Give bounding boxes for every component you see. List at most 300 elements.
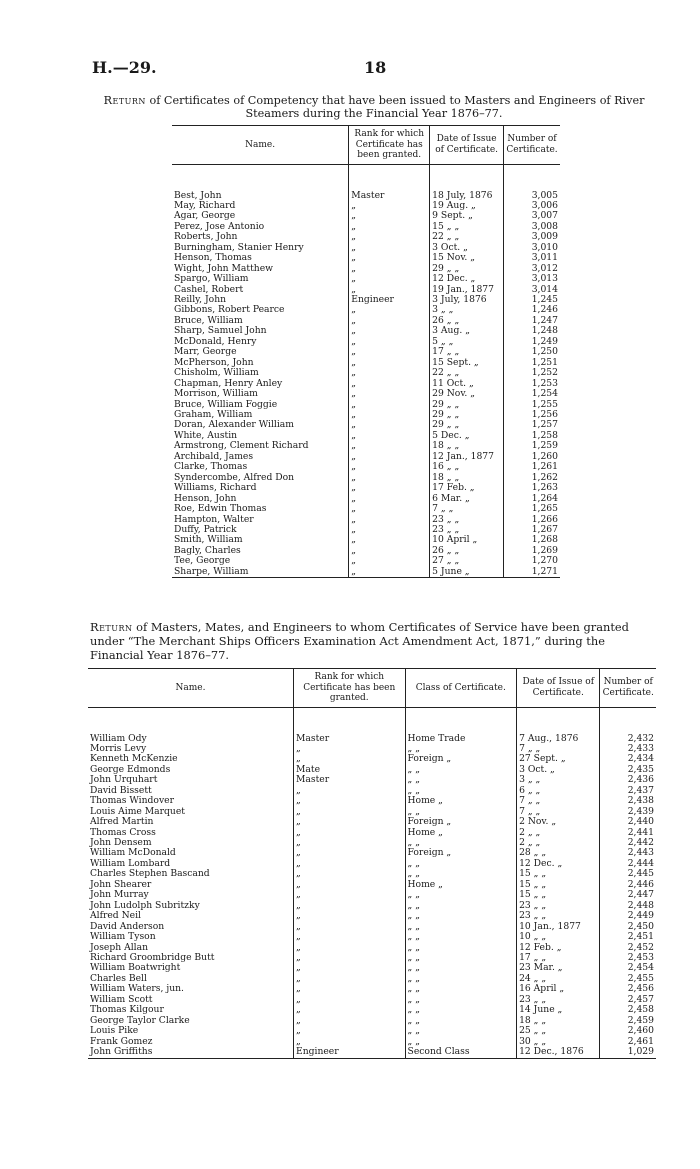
rank-cell: „ bbox=[294, 911, 406, 921]
table-row bbox=[172, 473, 560, 483]
number-cell: 1,247 bbox=[531, 315, 558, 326]
table-row bbox=[88, 838, 656, 848]
date-cell: 29 „ „ bbox=[430, 410, 504, 420]
rank-cell: „ bbox=[349, 462, 430, 472]
table-row bbox=[88, 848, 656, 858]
date-cell: 15 Nov. „ bbox=[430, 253, 504, 263]
name-cell: Roe, Edwin Thomas bbox=[172, 504, 349, 514]
rank-cell: „ bbox=[349, 347, 430, 357]
table-row bbox=[88, 869, 656, 879]
number-cell: 1,261 bbox=[531, 462, 558, 473]
date-cell: 7 „ „ bbox=[430, 504, 504, 514]
number-cell: 1,248 bbox=[531, 326, 558, 337]
number-cell: 2,451 bbox=[627, 932, 654, 943]
table-row bbox=[172, 222, 560, 232]
date-cell: 2 „ „ bbox=[517, 838, 600, 848]
rank-cell: Engineer bbox=[294, 1047, 406, 1058]
class-cell: „ „ bbox=[405, 901, 517, 911]
number-cell: 2,457 bbox=[627, 994, 654, 1005]
class-cell: Foreign „ bbox=[405, 848, 517, 858]
name-cell: Armstrong, Clement Richard bbox=[172, 441, 349, 451]
number-cell: 2,441 bbox=[627, 827, 654, 838]
table-row bbox=[172, 504, 560, 514]
name-cell: Clarke, Thomas bbox=[172, 462, 349, 472]
number-cell: 3,006 bbox=[531, 200, 558, 211]
date-cell: 5 „ „ bbox=[430, 337, 504, 347]
page-number: 18 bbox=[364, 58, 387, 77]
table-row bbox=[172, 274, 560, 284]
number-cell: 1,268 bbox=[531, 535, 558, 546]
number-cell: 1,257 bbox=[531, 420, 558, 431]
name-cell: McPherson, John bbox=[172, 358, 349, 368]
rank-cell: „ bbox=[349, 253, 430, 263]
date-cell: 23 „ „ bbox=[517, 995, 600, 1005]
rank-cell: Engineer bbox=[349, 295, 430, 305]
rank-cell: „ bbox=[349, 337, 430, 347]
number-cell: 2,450 bbox=[627, 921, 654, 932]
number-cell: 2,453 bbox=[627, 953, 654, 964]
table-row bbox=[172, 326, 560, 336]
number-cell: 2,433 bbox=[627, 743, 654, 754]
rank-cell: „ bbox=[349, 567, 430, 578]
class-cell: Second Class bbox=[405, 1047, 517, 1058]
certificates-competency-table bbox=[172, 125, 560, 578]
date-cell: 15 „ „ bbox=[517, 890, 600, 900]
date-cell: 15 Sept. „ bbox=[430, 358, 504, 368]
table-row bbox=[172, 211, 560, 221]
number-cell: 1,246 bbox=[531, 305, 558, 316]
number-cell: 3,007 bbox=[531, 211, 558, 222]
rank-cell: Master bbox=[294, 734, 406, 744]
date-cell: 3 July, 1876 bbox=[430, 295, 504, 305]
table-row bbox=[172, 452, 560, 462]
date-cell: 3 „ „ bbox=[517, 775, 600, 785]
number-cell: 1,265 bbox=[531, 504, 558, 515]
number-cell: 1,259 bbox=[531, 441, 558, 452]
col-number: Number of Certificate. bbox=[504, 126, 560, 165]
name-cell: John Ludolph Subritzky bbox=[88, 901, 294, 911]
certificates-service-table bbox=[88, 668, 656, 1059]
number-cell: 2,459 bbox=[627, 1015, 654, 1026]
name-cell: Smith, William bbox=[172, 535, 349, 545]
date-cell: 26 „ „ bbox=[430, 316, 504, 326]
date-cell: 11 Oct. „ bbox=[430, 379, 504, 389]
rank-cell: „ bbox=[294, 848, 406, 858]
name-cell: Bruce, William Foggie bbox=[172, 400, 349, 410]
rank-cell: „ bbox=[294, 953, 406, 963]
table-row bbox=[88, 796, 656, 806]
date-cell: 3 Aug. „ bbox=[430, 326, 504, 336]
class-cell: „ „ bbox=[405, 775, 517, 785]
name-cell: John Densem bbox=[88, 838, 294, 848]
class-cell: „ „ bbox=[405, 953, 517, 963]
date-cell: 3 Oct. „ bbox=[430, 243, 504, 253]
name-cell: Doran, Alexander William bbox=[172, 420, 349, 430]
class-cell: „ „ bbox=[405, 1037, 517, 1047]
rank-cell: „ bbox=[294, 796, 406, 806]
class-cell: „ „ bbox=[405, 890, 517, 900]
rank-cell: „ bbox=[349, 264, 430, 274]
rank-cell: „ bbox=[349, 232, 430, 242]
rank-cell: „ bbox=[294, 922, 406, 932]
date-cell: 12 Dec. „ bbox=[517, 859, 600, 869]
col-rank: Rank for which Certificate has been granted. bbox=[349, 126, 430, 165]
table-row bbox=[172, 546, 560, 556]
rank-cell: „ bbox=[349, 525, 430, 535]
number-cell: 1,029 bbox=[600, 1047, 656, 1058]
rank-cell: „ bbox=[294, 754, 406, 764]
table-row bbox=[172, 316, 560, 326]
name-cell: Duffy, Patrick bbox=[172, 525, 349, 535]
table-row bbox=[172, 515, 560, 525]
rank-cell: „ bbox=[349, 285, 430, 295]
table-row bbox=[172, 232, 560, 242]
number-cell: 1,252 bbox=[531, 368, 558, 379]
number-cell: 1,251 bbox=[531, 357, 558, 368]
date-cell: 23 „ „ bbox=[430, 515, 504, 525]
name-cell: David Anderson bbox=[88, 922, 294, 932]
number-cell: 1,260 bbox=[531, 451, 558, 462]
table-row bbox=[172, 525, 560, 535]
rank-cell: „ bbox=[294, 1026, 406, 1036]
name-cell: Marr, George bbox=[172, 347, 349, 357]
name-cell: Sharp, Samuel John bbox=[172, 326, 349, 336]
table-row bbox=[172, 368, 560, 378]
name-cell: Alfred Neil bbox=[88, 911, 294, 921]
number-cell: 2,436 bbox=[627, 775, 654, 786]
number-cell: 1,263 bbox=[531, 483, 558, 494]
number-cell: 3,013 bbox=[531, 274, 558, 285]
date-cell: 9 Sept. „ bbox=[430, 211, 504, 221]
rank-cell: „ bbox=[349, 441, 430, 451]
number-cell: 1,269 bbox=[531, 545, 558, 556]
table-row bbox=[172, 400, 560, 410]
table-row bbox=[172, 379, 560, 389]
table-row bbox=[88, 984, 656, 994]
rank-cell: „ bbox=[349, 420, 430, 430]
date-cell: 3 „ „ bbox=[430, 305, 504, 315]
table-row bbox=[88, 1026, 656, 1036]
name-cell: Archibald, James bbox=[172, 452, 349, 462]
name-cell: Louis Pike bbox=[88, 1026, 294, 1036]
class-cell: Home Trade bbox=[405, 734, 517, 744]
name-cell: David Bissett bbox=[88, 786, 294, 796]
rank-cell: „ bbox=[349, 243, 430, 253]
number-cell: 2,434 bbox=[627, 754, 654, 765]
table-row bbox=[88, 932, 656, 942]
table-row bbox=[172, 431, 560, 441]
date-cell: 2 Nov. „ bbox=[517, 817, 600, 827]
table-row bbox=[88, 1037, 656, 1047]
name-cell: Henson, John bbox=[172, 494, 349, 504]
table-row bbox=[88, 1005, 656, 1015]
date-cell: 7 Aug., 1876 bbox=[517, 734, 600, 744]
date-cell: 28 „ „ bbox=[517, 848, 600, 858]
rank-cell: „ bbox=[349, 483, 430, 493]
name-cell: Thomas Kilgour bbox=[88, 1005, 294, 1015]
rank-cell: „ bbox=[349, 410, 430, 420]
number-cell: 1,267 bbox=[531, 525, 558, 535]
date-cell: 6 Mar. „ bbox=[430, 494, 504, 504]
table-row bbox=[172, 264, 560, 274]
table-row bbox=[88, 974, 656, 984]
table-row bbox=[172, 556, 560, 566]
name-cell: Wight, John Matthew bbox=[172, 264, 349, 274]
number-cell: 3,012 bbox=[531, 263, 558, 274]
name-cell: Hampton, Walter bbox=[172, 515, 349, 525]
date-cell: 17 Feb. „ bbox=[430, 483, 504, 493]
date-cell: 10 April „ bbox=[430, 535, 504, 545]
number-cell: 1,258 bbox=[531, 430, 558, 441]
rank-cell: „ bbox=[349, 326, 430, 336]
name-cell: May, Richard bbox=[172, 201, 349, 211]
col-number: Number of Certificate. bbox=[600, 669, 656, 708]
number-cell: 2,452 bbox=[627, 942, 654, 953]
date-cell: 18 „ „ bbox=[430, 441, 504, 451]
number-cell: 1,264 bbox=[531, 493, 558, 504]
name-cell: Tee, George bbox=[172, 556, 349, 566]
table-row bbox=[172, 441, 560, 451]
rank-cell: „ bbox=[349, 379, 430, 389]
number-cell: 1,254 bbox=[531, 389, 558, 400]
table-row bbox=[172, 305, 560, 315]
number-cell: 3,009 bbox=[531, 232, 558, 243]
rank-cell: „ bbox=[349, 546, 430, 556]
col-class: Class of Certificate. bbox=[405, 669, 517, 708]
date-cell: 19 Aug. „ bbox=[430, 201, 504, 211]
rank-cell: „ bbox=[349, 222, 430, 232]
number-cell: 2,448 bbox=[627, 900, 654, 911]
rank-cell: „ bbox=[349, 473, 430, 483]
date-cell: 12 Dec., 1876 bbox=[517, 1047, 600, 1058]
rank-cell: „ bbox=[294, 932, 406, 942]
class-cell: „ „ bbox=[405, 995, 517, 1005]
date-cell: 23 „ „ bbox=[517, 901, 600, 911]
table-row bbox=[88, 922, 656, 932]
class-cell: „ „ bbox=[405, 807, 517, 817]
table-row bbox=[172, 389, 560, 399]
number-cell: 2,439 bbox=[627, 806, 654, 817]
table-row bbox=[88, 911, 656, 921]
table-row bbox=[172, 494, 560, 504]
name-cell: Reilly, John bbox=[172, 295, 349, 305]
number-cell: 2,443 bbox=[627, 848, 654, 859]
number-cell: 2,461 bbox=[627, 1036, 654, 1047]
table-row bbox=[88, 786, 656, 796]
table-row bbox=[88, 859, 656, 869]
date-cell: 29 Nov. „ bbox=[430, 389, 504, 399]
date-cell: 5 June „ bbox=[430, 567, 504, 578]
name-cell: John Griffiths bbox=[88, 1047, 294, 1058]
number-cell: 1,250 bbox=[531, 347, 558, 358]
number-cell: 2,442 bbox=[627, 838, 654, 849]
table-row bbox=[172, 347, 560, 357]
rank-cell: „ bbox=[349, 515, 430, 525]
rank-cell: „ bbox=[294, 1016, 406, 1026]
name-cell: William Boatwright bbox=[88, 963, 294, 973]
date-cell: 15 „ „ bbox=[430, 222, 504, 232]
name-cell: Spargo, William bbox=[172, 274, 349, 284]
date-cell: 24 „ „ bbox=[517, 974, 600, 984]
table-row bbox=[88, 1047, 656, 1058]
date-cell: 10 Jan., 1877 bbox=[517, 922, 600, 932]
rank-cell: „ bbox=[294, 984, 406, 994]
date-cell: 7 „ „ bbox=[517, 796, 600, 806]
table-row bbox=[172, 191, 560, 201]
rank-cell: „ bbox=[294, 744, 406, 754]
table-row bbox=[172, 243, 560, 253]
class-cell: Foreign „ bbox=[405, 754, 517, 764]
rank-cell: „ bbox=[294, 859, 406, 869]
rank-cell: „ bbox=[349, 274, 430, 284]
date-cell: 18 July, 1876 bbox=[430, 191, 504, 201]
rank-cell: „ bbox=[294, 807, 406, 817]
date-cell: 29 „ „ bbox=[430, 264, 504, 274]
table-row bbox=[172, 420, 560, 430]
table-row bbox=[88, 817, 656, 827]
number-cell: 2,437 bbox=[627, 785, 654, 796]
rank-cell: „ bbox=[349, 494, 430, 504]
name-cell: John Murray bbox=[88, 890, 294, 900]
rank-cell: „ bbox=[349, 431, 430, 441]
rank-cell: „ bbox=[349, 368, 430, 378]
name-cell: Agar, George bbox=[172, 211, 349, 221]
date-cell: 5 Dec. „ bbox=[430, 431, 504, 441]
class-cell: „ „ bbox=[405, 922, 517, 932]
name-cell: Charles Stephen Bascand bbox=[88, 869, 294, 879]
rank-cell: „ bbox=[294, 963, 406, 973]
date-cell: 23 „ „ bbox=[430, 525, 504, 535]
table-row bbox=[88, 995, 656, 1005]
number-cell: 2,456 bbox=[627, 984, 654, 995]
col-date: Date of Issue of Certificate. bbox=[430, 126, 504, 165]
name-cell: Kenneth McKenzie bbox=[88, 754, 294, 764]
name-cell: John Shearer bbox=[88, 880, 294, 890]
rank-cell: „ bbox=[294, 974, 406, 984]
date-cell: 14 June „ bbox=[517, 1005, 600, 1015]
rank-cell: Master bbox=[294, 775, 406, 785]
name-cell: George Edmonds bbox=[88, 765, 294, 775]
number-cell: 3,008 bbox=[531, 221, 558, 232]
rank-cell: „ bbox=[294, 838, 406, 848]
date-cell: 6 „ „ bbox=[517, 786, 600, 796]
class-cell: „ „ bbox=[405, 744, 517, 754]
number-cell: 2,460 bbox=[627, 1026, 654, 1037]
name-cell: White, Austin bbox=[172, 431, 349, 441]
date-cell: 26 „ „ bbox=[430, 546, 504, 556]
class-cell: „ „ bbox=[405, 1016, 517, 1026]
date-cell: 19 Jan., 1877 bbox=[430, 285, 504, 295]
date-cell: 3 Oct. „ bbox=[517, 765, 600, 775]
name-cell: McDonald, Henry bbox=[172, 337, 349, 347]
date-cell: 2 „ „ bbox=[517, 828, 600, 838]
number-cell: 2,446 bbox=[627, 879, 654, 890]
date-cell: 10 „ „ bbox=[517, 932, 600, 942]
rank-cell: „ bbox=[294, 1005, 406, 1015]
date-cell: 29 „ „ bbox=[430, 420, 504, 430]
name-cell: John Urquhart bbox=[88, 775, 294, 785]
number-cell: 2,438 bbox=[627, 796, 654, 807]
class-cell: „ „ bbox=[405, 1026, 517, 1036]
class-cell: „ „ bbox=[405, 974, 517, 984]
table-row bbox=[88, 765, 656, 775]
table-row bbox=[88, 963, 656, 973]
class-cell: „ „ bbox=[405, 786, 517, 796]
table-row bbox=[172, 285, 560, 295]
number-cell: 1,255 bbox=[531, 399, 558, 410]
date-cell: 12 Feb. „ bbox=[517, 943, 600, 953]
name-cell: Chisholm, William bbox=[172, 368, 349, 378]
rank-cell: „ bbox=[349, 556, 430, 566]
class-cell: Home „ bbox=[405, 796, 517, 806]
date-cell: 23 Mar. „ bbox=[517, 963, 600, 973]
number-cell: 1,266 bbox=[531, 514, 558, 525]
number-cell: 1,262 bbox=[531, 472, 558, 483]
date-cell: 18 „ „ bbox=[430, 473, 504, 483]
rank-cell: „ bbox=[349, 389, 430, 399]
table-row bbox=[172, 295, 560, 305]
table-row bbox=[88, 890, 656, 900]
class-cell: „ „ bbox=[405, 963, 517, 973]
table-row bbox=[88, 754, 656, 764]
name-cell: Burningham, Stanier Henry bbox=[172, 243, 349, 253]
table-row bbox=[172, 535, 560, 545]
rank-cell: „ bbox=[349, 400, 430, 410]
page-reference: H.—29. bbox=[92, 58, 157, 77]
table-row bbox=[172, 358, 560, 368]
rank-cell: „ bbox=[294, 1037, 406, 1047]
number-cell: 1,245 bbox=[531, 295, 558, 306]
col-name: Name. bbox=[88, 669, 294, 708]
date-cell: 16 April „ bbox=[517, 984, 600, 994]
name-cell: Sharpe, William bbox=[172, 567, 349, 578]
name-cell: William Scott bbox=[88, 995, 294, 1005]
name-cell: Gibbons, Robert Pearce bbox=[172, 305, 349, 315]
date-cell: 12 Jan., 1877 bbox=[430, 452, 504, 462]
name-cell: Joseph Allan bbox=[88, 943, 294, 953]
class-cell: „ „ bbox=[405, 765, 517, 775]
date-cell: 18 „ „ bbox=[517, 1016, 600, 1026]
table-row bbox=[88, 734, 656, 744]
col-rank: Rank for which Certificate has been granted. bbox=[294, 669, 406, 708]
class-cell: „ „ bbox=[405, 1005, 517, 1015]
date-cell: 17 „ „ bbox=[517, 953, 600, 963]
table-row bbox=[172, 483, 560, 493]
rank-cell: Master bbox=[349, 191, 430, 201]
name-cell: Perez, Jose Antonio bbox=[172, 222, 349, 232]
date-cell: 27 Sept. „ bbox=[517, 754, 600, 764]
name-cell: Cashel, Robert bbox=[172, 285, 349, 295]
rank-cell: „ bbox=[294, 817, 406, 827]
date-cell: 29 „ „ bbox=[430, 400, 504, 410]
date-cell: 22 „ „ bbox=[430, 232, 504, 242]
rank-cell: „ bbox=[349, 201, 430, 211]
table-row bbox=[172, 201, 560, 211]
number-cell: 1,270 bbox=[531, 556, 558, 567]
name-cell: Morrison, William bbox=[172, 389, 349, 399]
table-row bbox=[88, 943, 656, 953]
rank-cell: „ bbox=[294, 880, 406, 890]
class-cell: „ „ bbox=[405, 932, 517, 942]
number-cell: 2,444 bbox=[627, 858, 654, 869]
number-cell: 3,014 bbox=[531, 284, 558, 295]
rank-cell: „ bbox=[294, 890, 406, 900]
table-row bbox=[88, 744, 656, 754]
rank-cell: „ bbox=[349, 358, 430, 368]
rank-cell: „ bbox=[349, 535, 430, 545]
table-row bbox=[88, 953, 656, 963]
name-cell: William Lombard bbox=[88, 859, 294, 869]
